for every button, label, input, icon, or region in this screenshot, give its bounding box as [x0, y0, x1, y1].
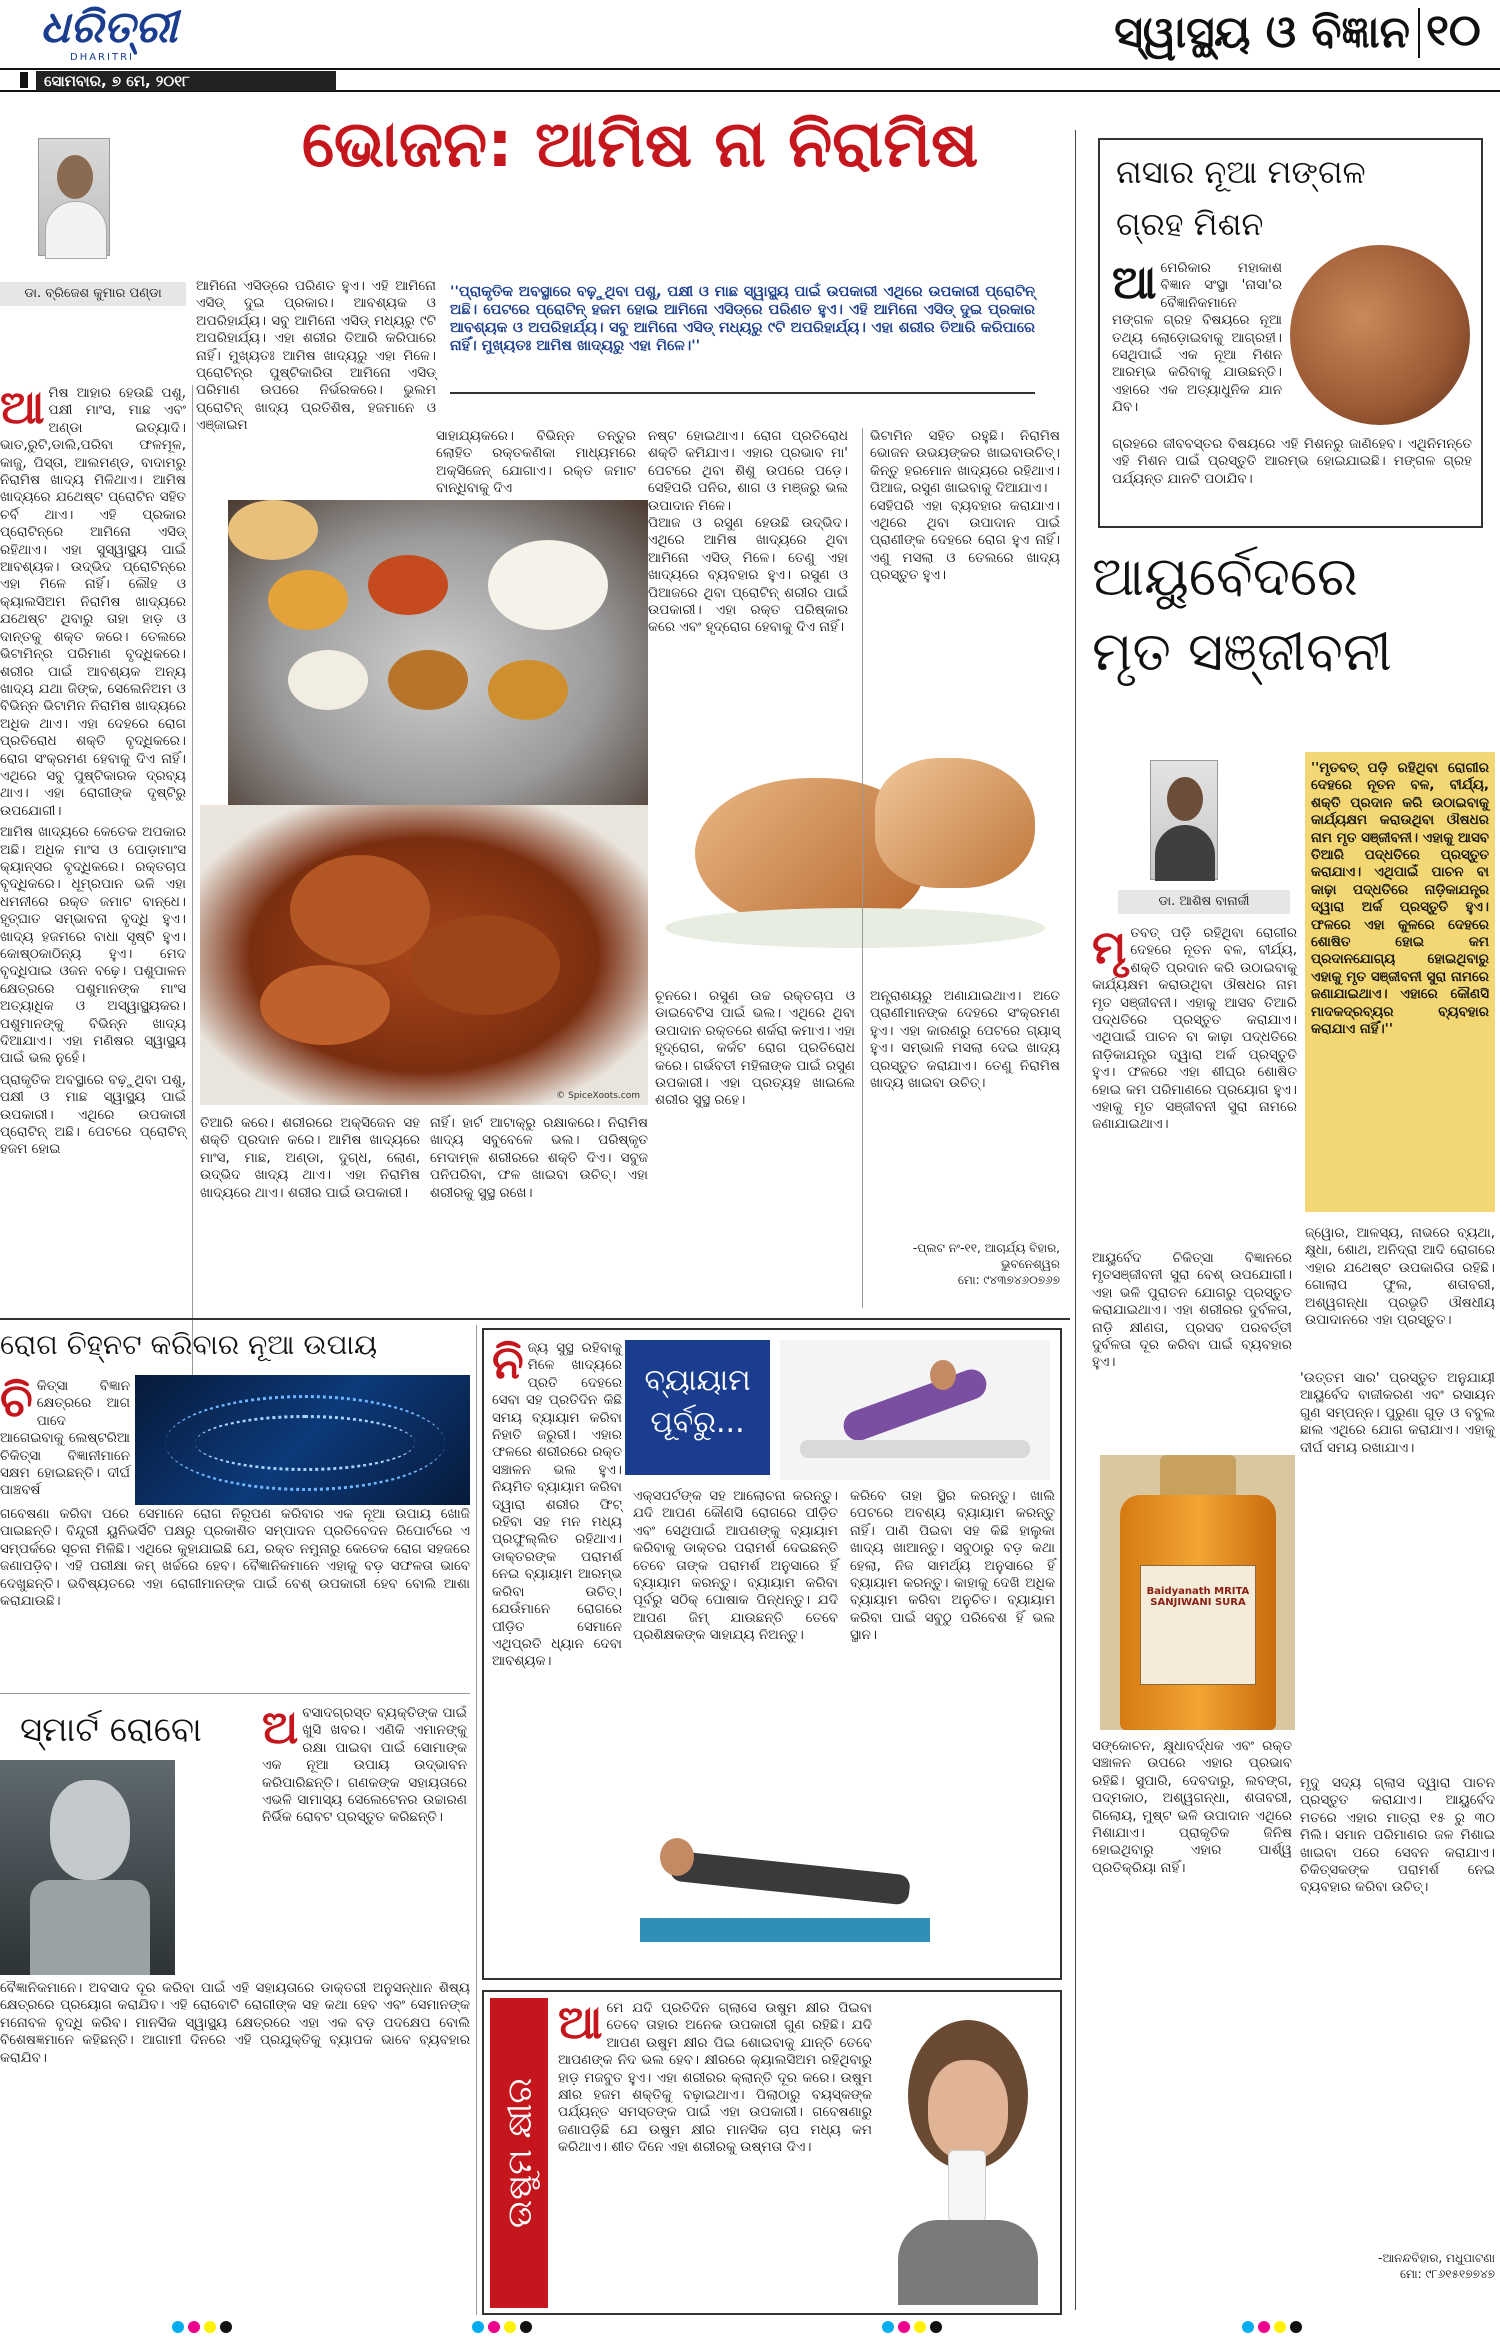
chicken-curry-photo — [200, 805, 648, 1105]
dna-photo — [135, 1375, 470, 1505]
ayurveda-body-1: ମୃତବତ୍ ପଡ଼ି ରହିଥିବା ରୋଗୀର ଦେହରେ ନୂତନ ବଳ, ବୀର୍ଯ୍ୟ, ଶକ୍ତି ପ୍ରଦାନ କରି ଉଠାଇବାକୁ କାର୍ଯ୍ୟକ୍ଷମ କରାଉଥିବା ଔଷଧର ନାମ ମୃତ ସଞ୍ଜୀବନୀ। ଏହାକୁ ଆସବ ତିଆରି ପଦ୍ଧତିରେ ପ୍ରସ୍ତୁତ କରାଯାଏ। ଏଥିପାଇଁ ପାଚନ ବା କାଢ଼ା ପଦ୍ଧତିରେ ନାଡ଼ିକାଯନ୍ତ୍ର ଦ୍ୱାରା ଅର୍କ ପ୍ରସ୍ତୁତି ହୁଏ। ଫଳରେ ଏହା ଶୀଘ୍ର ଶୋଷିତ ହୋଇ କମ ପରିମାଣରେ ପ୍ରୟୋଗ ହୁଏ। ଏହାକୁ ମୃତ ସଞ୍ଜୀବନୀ ସୁରା ନାମରେ ଜଣାଯାଇଥାଏ। — [1092, 920, 1297, 1133]
issue-date: ସୋମବାର, ୭ ମେ, ୨୦୧୮ — [36, 71, 336, 91]
ayurveda-body-4: 'ଉତ୍ତମ ସାର' ପ୍ରସ୍ତୁତ ଅନୁଯାୟୀ ଆୟୁର୍ବେଦ ବାଜୀକରଣ ଏବଂ ରସାୟନ ଗୁଣ ସମ୍ପନ୍ନ। ପୁରୁଣା ଗୁଡ଼ ଓ ବବୁଲ ଛାଲ ଏଥିରେ ଯୋଗ କରାଯାଏ। ଏହାକୁ ଦୀର୍ଘ ସମୟ ରଖାଯାଏ। — [1300, 1370, 1495, 1456]
main-column-d-top: ଭିଟାମିନ ସହିତ ରହୁଛି। ନିରାମିଷ ଭୋଜନ ଉଭୟଙ୍କର ଖାଇବାଉଚିତ୍। କିନ୍ତୁ ହରମୋନ ଖାଦ୍ୟରେ ରହିଥାଏ। ପିଆଜ, ରସୁଣ ଖାଇବାକୁ ଦିଆଯାଏ। ସେହିପରି ଏହା ବ୍ୟବହାର କରାଯାଏ। ଏଥିରେ ଥିବା ଉପାଦାନ ପାଇଁ ପ୍ରାଣୀଙ୍କ ଦେହରେ ରୋଗ ହୁଏ ନାହିଁ। ଏଣୁ ମସଲା ଓ ତେଲରେ ଖାଦ୍ୟ ପ୍ରସ୍ତୁତ ହୁଏ। — [870, 428, 1060, 584]
exercise-badge: ବ୍ୟାୟାମ ପୂର୍ବରୁ... — [625, 1340, 770, 1475]
bottle-label: Baidyanath MRITA SANJIWANI SURA — [1140, 1565, 1256, 1685]
stretching-woman-photo — [780, 1340, 1050, 1480]
disease-body-narrow: ଚିକିତ୍ସା ବିଜ୍ଞାନ କ୍ଷେତ୍ରରେ ଆଗ ପାଦେ ଆଗେଇବାକୁ ଲେଷ୍ଟରିଆ ଚିକିତ୍ସା ବିଜ୍ଞାନୀମାନେ ସକ୍ଷମ ହୋଇଛନ୍ତି। ଦୀର୍ଘ ପାଞ୍ଚବର୍ଷ — [0, 1373, 130, 1499]
thali-photo — [228, 500, 648, 805]
robot-body-narrow: ଅବସାଦଗ୍ରସ୍ତ ବ୍ୟକ୍ତିଙ୍କ ପାଇଁ ଖୁସି ଖବର। ଏଣିକି ଏମାନଙ୍କୁ ରକ୍ଷା ପାଇବା ପାଇଁ ସୋମାଙ୍କ ଏକ ନୂଆ ଉପାୟ ଉଦ୍ଭାବନ କରିପାରିଛନ୍ତି। ଗଣକଙ୍କ ସହାୟତାରେ ଏଭଳି ସାମାସ୍ୟ ସେଲେଟେନର ଉଚ୍ଚାରଣ ନିର୍ଭିକ ରୋବଟ ପ୍ରସ୍ତୁତ କରିଛନ୍ତି। — [262, 1700, 467, 1826]
disease-headline: ରୋଗ ଚିହ୍ନଟ କରିବାର ନୂଆ ଉପାୟ — [0, 1328, 378, 1361]
fish-steak-photo — [655, 738, 1055, 978]
ayurveda-signoff: -ଆନନ୍ଦବିହାର, ମଧୁପାଟଣା ମୋ: ୯୮୬୧୫୧୭୭୪୭ — [1378, 2251, 1495, 2281]
main-tail-c: ନାହିଁ। ହାର୍ଟ ଆଟାକ୍ରୁ ରକ୍ଷାକରେ। ନିରାମିଷ ଖାଦ୍ୟ ସବୁବେଳେ ଭଲ। ପରିଷ୍କୃତ ମେଦାମ୍ଳ ଶରୀରରେ ଶକ୍ତି ଦିଏ। ସବୁଜ ପନିପରିବା, ଫଳ ଖାଇବା ଉଚିତ୍। ଏହା ଶରୀରକୁ ସୁସ୍ଥ ରଖେ। — [430, 1115, 648, 1201]
ayurveda-body-3: ଜ୍ୱୋର, ଆଳସ୍ୟ, ନାଭରେ ବ୍ୟଥା, କ୍ଷୁଧା, ଶୋଥ, ଅନିଦ୍ରା ଆଦି ରୋଗରେ ଏହାର ଯଥେଷ୍ଟ ଉପକାରିତା ରହିଛି। ଗୋଲାପ ଫୁଲ, ଶତାବରୀ, ଅଶ୍ୱଗନ୍ଧା ପ୍ରଭୃତି ଔଷଧୀୟ ଉପାଦାନରେ ଏହା ପ୍ରସ୍ତୁତ। — [1305, 1225, 1495, 1329]
exercise-col-2: ଏକ୍ସପର୍ଟଙ୍କ ସହ ଆଲୋଚନା କରନ୍ତୁ। ଯଦି ଆପଣ କୌଣସି ରୋଗରେ ପୀଡ଼ିତ ଏବଂ ସେଥିପାଇଁ ଆପଣଙ୍କୁ ବ୍ୟାୟାମ କରିବାକୁ ଡାକ୍ତର ପରାମର୍ଶ ଦେଇଛନ୍ତି ତେବେ ତାଙ୍କ ପରାମର୍ଶ ଅନୁସାରେ ହିଁ ବ୍ୟାୟାମ କରନ୍ତୁ। ବ୍ୟାୟାମ କରିବା ପୂର୍ବରୁ ସଠିକ୍ ପୋଷାକ ପିନ୍ଧନ୍ତୁ। ଯଦି ଆପଣ ଜିମ୍ ଯାଉଛନ୍ତି ତେବେ ପ୍ରଶିକ୍ଷକଙ୍କ ସାହାଯ୍ୟ ନିଅନ୍ତୁ। — [633, 1488, 838, 1644]
ayurveda-author-byline: ଡା. ଆଶିଷ ବାନାର୍ଜୀ — [1118, 890, 1290, 914]
main-tail-b: ତିଆରି କରେ। ଶରୀରରେ ଅକ୍ସିଜେନ ସହ ଶକ୍ତି ପ୍ରଦାନ କରେ। ଆମିଷ ଖାଦ୍ୟରେ ମାଂସ, ମାଛ, ଅଣ୍ଡା, ଦୁଗ୍ଧ, ଲୋଣ, ଉଦ୍ଭିଦ ଖାଦ୍ୟ ଥାଏ। ଏହା ନିରାମିଷ ଖାଦ୍ୟରେ ଥାଏ। ଶରୀର ପାଇଁ ଉପକାରୀ। — [200, 1115, 420, 1201]
robot-headline: ସ୍ମାର୍ଟ ରୋବୋ — [20, 1710, 202, 1750]
ayurveda-body-5: ସଙ୍କୋଚନ, କ୍ଷୁଧାବର୍ଦ୍ଧକ ଏବଂ ରକ୍ତ ସଞ୍ଚାଳନ ଉପରେ ଏହାର ପ୍ରଭାବ ରହିଛି। ସୁପାରି, ଦେବଦାରୁ, ଲବଙ୍ଗ, ପଦ୍ମକାଠ, ଅଶ୍ୱଗନ୍ଧା, ଶତାବରୀ, ଗିଲୋୟ, ମୁଷ୍ଟ ଭଳି ଉପାଦାନ ଏଥିରେ ମିଶାଯାଏ। ପ୍ରାକୃତିକ ଜିନିଷ ହୋଇଥିବାରୁ ଏହାର ପାର୍ଶ୍ୱ ପ୍ରତିକ୍ରିୟା ନାହିଁ। — [1092, 1738, 1292, 1876]
main-column-b-top: ସାହାଯ୍ୟକରେ। ବିଭିନ୍ନ ତନ୍ତୁର ଲୋହିତ ରକ୍ତକଣିକା ମାଧ୍ୟମରେ ଅକ୍ସିଜେନ୍ ଯୋଗାଏ। ରକ୍ତ ଜମାଟ ବାନ୍ଧିବାକୁ ଦିଏ — [436, 428, 636, 497]
main-headline: ଭୋଜନ: ଆମିଷ ନା ନିରାମିଷ — [301, 108, 979, 182]
nasa-headline-line2: ଗ୍ରହ ମିଶନ — [1116, 205, 1264, 243]
main-column-c-low: ଚୂନରେ। ରସୁଣ ଉଚ୍ଚ ରକ୍ତଚାପ ଓ ଡାଇବେଟିସ ପାଇଁ ଭଲ। ଏଥିରେ ଥିବା ଉପାଦାନ ରକ୍ତରେ ଶର୍କରା କମାଏ। ଏହା ହୃଦ୍‌ରୋଗ, କର୍କଟ ରୋଗ ପ୍ରତିରୋଧ କରେ। ଗର୍ଭବତୀ ମହିଳାଙ୍କ ପାଇଁ ରସୁଣ ଉପକାରୀ। ଏହା ପ୍ରତ୍ୟହ ଖାଇଲେ ଶରୀର ସୁସ୍ଥ ରହେ। — [655, 988, 855, 1109]
page-number: ୧୦ — [1426, 5, 1481, 56]
main-column-d-low: ଅନ୍ତ୍ରାଶୟରୁ ଅଣାଯାଇଥାଏ। ଅତେ ପ୍ରାଣୀମାନଙ୍କ ଦେହରେ ସଂକ୍ରମଣ ହୁଏ। ଏହା କାରଣରୁ ପେଟରେ ଗ୍ୟାସ୍ ହୁଏ। ସମ୍ଭାଳି ମସଲା ଦେଇ ଖାଦ୍ୟ ପ୍ରସ୍ତୁତ କରାଯାଏ। ତେଣୁ ନିରାମିଷ ଖାଦ୍ୟ ଖାଇବା ଉଚିତ୍। — [870, 988, 1060, 1092]
ayurveda-quote-box: ''ମୃତବତ୍ ପଡ଼ି ରହିଥିବା ରୋଗୀର ଦେହରେ ନୂତନ ବଳ, ବୀର୍ଯ୍ୟ, ଶକ୍ତି ପ୍ରଦାନ କରି ଉଠାଇବାକୁ କାର୍ଯ୍ୟକ୍ଷମ କରାଉଥିବା ଔଷଧର ନାମ ମୃତ ସଞ୍ଜୀବନୀ। ଏହାକୁ ଆସବ ତିଆରି ପଦ୍ଧତିରେ ପ୍ରସ୍ତୁତ କରାଯାଏ। ଏଥିପାଇଁ ପାଚନ ବା କାଢ଼ା ପଦ୍ଧତିରେ ନାଡ଼ିକାଯନ୍ତ୍ର ଦ୍ୱାରା ଅର୍କ ପ୍ରସ୍ତୁତି ହୁଏ। ଫଳରେ ଏହା କୁଳରେ ଦେହରେ ଶୋଷିତ ହୋଇ କମ ପ୍ରଦାନଯୋଗ୍ୟ ହୋଇଥିବାରୁ ଏହାକୁ ମୃତ ସଞ୍ଜୀବନୀ ସୁରା ନାମରେ ଜଣାଯାଇଥାଏ। ଏହାରେ କୌଣସି ମାଦକଦ୍ରବ୍ୟର ବ୍ୟବହାର କରାଯାଏ ନାହିଁ।'' — [1305, 752, 1495, 1212]
logo — [40, 4, 180, 64]
logo-text: ଧରିତ୍ରୀ — [40, 2, 178, 53]
ayurveda-headline-line1: ଆୟୁର୍ବେଦରେ — [1092, 545, 1358, 608]
footer-registration-marks — [0, 2318, 1500, 2334]
plank-woman-photo — [630, 1768, 940, 1968]
disease-body-wide: ଗବେଷଣା କରିବା ପରେ ସେମାନେ ରୋଗ ନିରୂପଣ କରିବାର ଏକ ନୂଆ ଉପାୟ ଖୋଜି ପାଇଛନ୍ତି। ବିନ୍ଦୁରୀ ୟୁନିଭର୍ସିଟି ପକ୍ଷରୁ ପ୍ରକାଶିତ ସମ୍ପାଦନ ପ୍ରତିବେଦନ ରିପୋର୍ଟରେ ଏ ସମ୍ପର୍କରେ ସୂଚନା ମିଳିଛି। ଏଥିରେ କୁହାଯାଇଛି ଯେ, ରକ୍ତ ନମୁନାରୁ କେତେକ ରୋଗ ସହଜରେ ଜଣାପଡ଼ିବ। ଏହି ପରୀକ୍ଷା କମ୍ ଖର୍ଚ୍ଚରେ ହେବ। ବୈଜ୍ଞାନିକମାନେ ଏହାକୁ ବଡ଼ ସଫଳତା ଭାବେ ଦେଖୁଛନ୍ତି। ଭବିଷ୍ୟତରେ ଏହା ରୋଗୀମାନଙ୍କ ପାଇଁ ବେଶ୍ ଉପକାରୀ ହେବ ବୋଲି ଆଶା କରାଯାଉଛି। — [0, 1506, 470, 1610]
robot-body-wide: ବୈଜ୍ଞାନିକମାନେ। ଅବସାଦ ଦୂର କରିବା ପାଇଁ ଏହି ସହାୟତାରେ ଡାକ୍ତରୀ ଅନୁସନ୍ଧାନ ଶିଷ୍ୟ କ୍ଷେତ୍ରରେ ପ୍ରୟୋଗ କରାଯିବ। ଏହି ରୋବୋଟି ରୋଗୀଙ୍କ ସହ କଥା ହେବ ଏବଂ ସେମାନଙ୍କ ମନୋବଳ ବୃଦ୍ଧି କରିବ। ମାନସିକ ସ୍ୱାସ୍ଥ୍ୟ କ୍ଷେତ୍ରରେ ଏହା ଏକ ବଡ଼ ପଦକ୍ଷେପ ବୋଲି ବିଶେଷଜ୍ଞମାନେ କହିଛନ୍ତି। ଆଗାମୀ ଦିନରେ ଏହି ପ୍ରଯୁକ୍ତିକୁ ବ୍ୟାପକ ଭାବେ ବ୍ୟବହାର କରାଯିବ। — [0, 1980, 470, 2066]
woman-drinking-milk-photo — [878, 2000, 1058, 2305]
exercise-col-3: କରିବେ ତାହା ସ୍ଥିର କରନ୍ତୁ। ଖାଲି ପେଟରେ ଅବଶ୍ୟ ବ୍ୟାୟାମ କରନ୍ତୁ ନାହିଁ। ପାଣି ପିଇବା ସହ କିଛି ହାଲୁକା ଖାଦ୍ୟ ଖାଆନ୍ତୁ। ସବୁଠାରୁ ବଡ଼ କଥା ହେଲା, ନିଜ ସାମର୍ଥ୍ୟ ଅନୁସାରେ ହିଁ ବ୍ୟାୟାମ କରନ୍ତୁ। କାହାକୁ ଦେଖି ଅଧିକ ବ୍ୟାୟାମ କରିବା ଅନୁଚିତ। ବ୍ୟାୟାମ କରିବା ପାଇଁ ସବୁଠୁ ପରିବେଶ ହିଁ ଭଲ ସ୍ଥାନ। — [850, 1488, 1055, 1644]
nasa-body-2: ଗ୍ରହରେ ଜୀବବସ୍ତର ବିଷୟରେ ଏହି ମିଶନରୁ ଜାଣିହେବ। ଏଥିନିମନ୍ତେ ଏହି ମିଶନ ପାଇଁ ପ୍ରସ୍ତୁତି ଆରମ୍ଭ ହୋଇଯାଇଛି। ମଙ୍ଗଳ ଗ୍ରହ ପର୍ଯ୍ୟନ୍ତ ଯାନଟି ପଠାଯିବ। — [1112, 436, 1472, 487]
exercise-col-1: ନିଜ୍ୟ ସୁସ୍ଥ ରହିବାକୁ ମିଳେ ଖାଦ୍ୟରେ ପ୍ରତି ଦେହରେ ସେବା ସହ ପ୍ରତିଦିନ କିଛି ସମୟ ବ୍ୟାୟାମ କରିବା ନିହାତି ଜରୁରୀ। ଏହାର ଫଳରେ ଶରୀରରେ ରକ୍ତ ସଞ୍ଚାଳନ ଭଲ ହୁଏ। ନିୟମିତ ବ୍ୟାୟାମ କରିବା ଦ୍ୱାରା ଶରୀର ଫିଟ୍ ରହିବା ସହ ମନ ମଧ୍ୟ ପ୍ରଫୁଲ୍ଲିତ ରହିଥାଏ। ଡାକ୍ତରଙ୍କ ପରାମର୍ଶ ନେଇ ବ୍ୟାୟାମ ଆରମ୍ଭ କରିବା ଉଚିତ୍। ଯେଉଁମାନେ ରୋଗରେ ପୀଡ଼ିତ ସେମାନେ ଏଥିପ୍ରତି ଧ୍ୟାନ ଦେବା ଆବଶ୍ୟକ। — [492, 1335, 622, 1670]
main-author-byline: ଡା. ବ୍ରିଜେଶ କୁମାର ପଣ୍ଡା — [0, 282, 186, 306]
sanjiwani-bottle-photo — [1100, 1455, 1295, 1730]
robot-photo — [0, 1760, 175, 1975]
nasa-story-box — [1098, 138, 1483, 528]
logo-sub: DHARITRI — [70, 52, 134, 63]
masthead — [0, 0, 1500, 95]
section-title: ସ୍ୱାସ୍ଥ୍ୟ ଓ ବିଜ୍ଞାନ — [1114, 7, 1410, 58]
main-column-c-top: ନଷ୍ଟ ହୋଇଥାଏ। ରୋଗ ପ୍ରତିରୋଧ ଶକ୍ତି କମିଯାଏ। ଏହାର ପ୍ରଭାବ ମା' ପେଟରେ ଥିବା ଶିଶୁ ଉପରେ ପଡ଼େ। ସେହିପରି ପନିର, ଶାଗ ଓ ମଞ୍ଜରୁ ଭଲ ଉପାଦାନ ମିଳେ। ପିଆଜ ଓ ରସୁଣ ହେଉଛି ଉଦ୍ଭିଦ। ଏଥିରେ ଆମିଷ ଖାଦ୍ୟରେ ଥିବା ଆମିନୋ ଏସିଡ୍ ମିଳେ। ତେଣୁ ଏହା ଖାଦ୍ୟରେ ବ୍ୟବହାର ହୁଏ। ରସୁଣ ଓ ପିଆଜରେ ଥିବା ପ୍ରୋଟିନ୍ ଶରୀର ପାଇଁ ଉପକାରୀ। ଏହା ରକ୍ତ ପରିଷ୍କାର କରେ ଏବଂ ହୃଦ୍‌ରୋଗ ହେବାକୁ ଦିଏ ନାହିଁ। — [648, 428, 848, 636]
ayurveda-body-6: ମୃଦୁ ସଦ୍ୟ ଗ୍ଲାସ ଦ୍ୱାରା ପାଚନ ପ୍ରସ୍ତୁତ କରାଯାଏ। ଆୟୁର୍ବେଦ ମତରେ ଏହାର ମାତ୍ରା ୧୫ ରୁ ୩୦ ମିଲି। ସମାନ ପରିମାଣର ଜଳ ମିଶାଇ ଖାଇବା ପରେ ସେବନ କରାଯାଏ। ଚିକିତ୍ସକଙ୍କ ପରାମର୍ଶ ନେଇ ବ୍ୟବହାର କରିବା ଉଚିତ୍। — [1300, 1775, 1495, 1896]
main-pull-quote: ''ପ୍ରାକୃତିକ ଅବସ୍ଥାରେ ବଢ଼ୁଥିବା ପଶୁ, ପକ୍ଷୀ ଓ ମାଛ ସ୍ୱାସ୍ଥ୍ୟ ପାଇଁ ଉପକାରୀ ଏଥିରେ ଉପକାରୀ ପ୍ରୋଟିନ୍ ଅଛି। ପେଟରେ ପ୍ରୋଟିନ୍ ହଜମ ହୋଇ ଆମିନୋ ଏସିଡ୍‌ରେ ପରିଣତ ହୁଏ। ଏହି ଆମିନୋ ଏସିଡ୍ ଦୁଇ ପ୍ରକାର ଆବଶ୍ୟକ ଓ ଅପରିହାର୍ଯ୍ୟ। ସବୁ ଆମିନୋ ଏସିଡ୍ ମଧ୍ୟରୁ ୯ଟି ଅପରିହାର୍ଯ୍ୟ। ଏହା ଶରୀର ତିଆରି କରିପାରେ ନାହିଁ। ମୁଖ୍ୟତଃ ଆମିଷ ଖାଦ୍ୟରୁ ଏହା ମିଳେ।'' — [450, 284, 1035, 354]
date-bar — [0, 68, 1500, 92]
main-signoff: -ପ୍ଲଟ ନଂ-୧୧, ଆଚାର୍ଯ୍ୟ ବିହାର, ଭୁବନେଶ୍ୱର ମୋ: ୯୪୩୭୪୬୦୭୬୭ — [912, 1241, 1060, 1287]
milk-body: ଆମେ ଯଦି ପ୍ରତିଦିନ ଗ୍ଲାସେ ଉଷୁମ କ୍ଷୀର ପିଇବା ତେବେ ତାହାର ଅନେକ ଉପକାରୀ ଗୁଣ ରହିଛି। ଯଦି ଆପଣ ଉଷୁମ କ୍ଷୀର ପିଇ ଶୋଇବାକୁ ଯାନ୍ତି ତେବେ ଆପଣଙ୍କ ନିଦ ଭଲ ହେବ। କ୍ଷୀରରେ କ୍ୟାଲସିଅମ ରହିଥିବାରୁ ହାଡ଼ ମଜବୁତ ହୁଏ। ଏହା ଶରୀରର କ୍ଲାନ୍ତି ଦୂର କରେ। ଉଷୁମ କ୍ଷୀର ହଜମ ଶକ୍ତିକୁ ବଢ଼ାଇଥାଏ। ପିଲାଠାରୁ ବୟସ୍କଙ୍କ ପର୍ଯ୍ୟନ୍ତ ସମସ୍ତଙ୍କ ପାଇଁ ଏହା ଉପକାରୀ। ଗବେଷଣାରୁ ଜଣାପଡ଼ିଛି ଯେ ଉଷୁମ କ୍ଷୀର ମାନସିକ ଚାପ ମଧ୍ୟ କମ କରିଥାଏ। ଶୀତ ଦିନେ ଏହା ଶରୀରକୁ ଉଷ୍ମତା ଦିଏ। — [558, 1995, 872, 2156]
nasa-body: ଆମେରିକାର ମହାକାଶ ବିଜ୍ଞାନ ସଂସ୍ଥା 'ନାସା'ର ବୈଜ୍ଞାନିକମାନେ ମଙ୍ଗଳ ଗ୍ରହ ବିଷୟରେ ନୂଆ ତଥ୍ୟ ଲୋଡ଼ୋଇବାକୁ ଆଗ୍ରହୀ। ସେଥିପାଇଁ ଏକ ନୂଆ ମିଶନ ଆରମ୍ଭ କରିବାକୁ ଯାଉଛନ୍ତି। ଏହାରେ ଏକ ଅତ୍ୟାଧୁନିକ ଯାନ ଯିବ। — [1112, 255, 1282, 416]
nasa-headline-line1: ନାସାର ନୂଆ ମଙ୍ଗଳ — [1116, 153, 1366, 191]
milk-vertical-title: ଉଷୁମ କ୍ଷୀର — [490, 1998, 548, 2308]
ayurveda-headline-line2: ମୃତ ସଞ୍ଜୀବନୀ — [1092, 620, 1392, 683]
ayurveda-body-2: ଆୟୁର୍ବେଦ ଚିକିତ୍ସା ବିଜ୍ଞାନରେ ମୃତସଞ୍ଜୀବନୀ ସୁରା ବେଶ୍ ଉପଯୋଗୀ। ଏହା ଭଳି ପୁରାତନ ଯୋଗରୁ ପ୍ରସ୍ତୁତ କରାଯାଇଥାଏ। ଏହା ଶରୀରର ଦୁର୍ବଳତା, ନାଡ଼ି କ୍ଷୀଣତା, ପ୍ରସବ ପରବର୍ତ୍ତୀ ଦୁର୍ବଳତା ଦୂର କରିବା ପାଇଁ ବ୍ୟବହାର ହୁଏ। — [1092, 1250, 1292, 1371]
mars-photo — [1290, 245, 1470, 425]
main-intro-column: ଆମିନୋ ଏସିଡ୍‌ରେ ପରିଣତ ହୁଏ। ଏହି ଆମିନୋ ଏସିଡ୍ ଦୁଇ ପ୍ରକାର। ଆବଶ୍ୟକ ଓ ଅପରିହାର୍ଯ୍ୟ। ସବୁ ଆମିନୋ ଏସିଡ୍ ମଧ୍ୟରୁ ୯ଟି ଅପରିହାର୍ଯ୍ୟ। ଏହା ଶରୀର ତିଆରି କରିପାରେ ନାହିଁ। ମୁଖ୍ୟତଃ ଆମିଷ ଖାଦ୍ୟରୁ ଏହା ମିଳେ। ପ୍ରୋଟିନ୍ର ପୁଷ୍ଟିକାରିତା ଆମିନୋ ଏସିଡ୍ ପରିମାଣ ଉପରେ ନିର୍ଭରକରେ। ଭୁଲମ ପ୍ରୋଟିନ୍ ଖାଦ୍ୟ ପ୍ରତିଶିଷ, ହଜମାନେ ଓ ଏଞ୍ଜାଇମ — [196, 278, 436, 434]
author-photo — [38, 138, 110, 256]
photo-credit: © SpiceXoots.com — [556, 1091, 640, 1101]
main-column-a: ଆ ମିଷ ଆହାର ହେଉଛି ପଶୁ, ପକ୍ଷୀ ମାଂସ, ମାଛ ଏବଂ ଅଣ୍ଡା ଇତ୍ୟାଦି। ଭାତ,ରୁଟି,ଡାଲି,ପରିବା ଫଳମୂଳ, କାଜୁ, ପିସ୍ତା, ଆଲମଣ୍ଡ, ବାଦାମରୁ ନିରାମିଷ ଖାଦ୍ୟ ମିଳିଥାଏ। ଆମିଷ ଖାଦ୍ୟରେ ଯଥେଷ୍ଟ ପ୍ରୋଟିନ ସହିତ ଚର୍ବି ଥାଏ। ଏହି ପ୍ରକାର ପ୍ରୋଟିନ୍‌ରେ ଆମିନୋ ଏସିଡ୍ ରହିଥାଏ। ଏହା ସୁସ୍ୱାସ୍ଥ୍ୟ ପାଇଁ ଆବଶ୍ୟକ। ଉଦ୍ଭିଦ ପ୍ରୋଟିନ୍‌ରେ ଏହା ମିଳେ ନାହିଁ। ଲୌହ ଓ କ୍ୟାଲସିଅମ ନିରାମିଷ ଖାଦ୍ୟରେ ଯଥେଷ୍ଟ ଥିବାରୁ ତାହା ହାଡ଼ ଓ ଦାନ୍ତକୁ ଶକ୍ତ କରେ। ତେଲରେ ଭିଟାମିନ୍‌ର ପରିମାଣ ବୃଦ୍ଧିକରେ। ଶରୀର ପାଇଁ ଆବଶ୍ୟକ ଅନ୍ୟ ଖାଦ୍ୟ ଯଥା ଜିଙ୍କ, ସେଲେନିଅମ ଓ ବିଭିନ୍ନ ଭିଟାମିନ ନିରାମିଷ ଖାଦ୍ୟରେ ଅଧିକ ଥାଏ। ଏହା ଦେହରେ ରୋଗ ପ୍ରତିରୋଧ ଶକ୍ତି ବୃଦ୍ଧିକରେ। ରୋଗ ସଂକ୍ରମଣ ହେବାକୁ ଦିଏ ନାହିଁ। ଏଥିରେ ସବୁ ପୁଷ୍ଟିକାରକ ଦ୍ରବ୍ୟ ଥାଏ। ଏହା ରୋଗୀଙ୍କ ଦୃଷ୍ଟିରୁ ଉପଯୋଗୀ। ଆମିଷ ଖାଦ୍ୟରେ କେତେକ ଅପକାର ଅଛି। ଅଧିକ ମାଂସ ଓ ପୋଡ଼ାମାଂସ କ୍ୟାନ୍ସର ବୃଦ୍ଧିକରେ। ରକ୍ତଚାପ ବୃଦ୍ଧିକରେ। ଧୂମ୍ରପାନ ଭଳି ଏହା ଧମନୀରେ ରକ୍ତ ଜମାଟ ବାନ୍ଧେ। ହୃତ୍‌ଘାତ ସମ୍ଭାବନା ବୃଦ୍ଧି ହୁଏ। ଖାଦ୍ୟ ହଜମରେ ବାଧା ସୃଷ୍ଟି ହୁଏ। କୋଷ୍ଠକାଠିନ୍ୟ ହୁଏ। ମେଦ ବୃଦ୍ଧିପାଇ ଓଜନ ବଢ଼େ। ପଶୁପାଳନ କ୍ଷେତ୍ରରେ ପଶୁମାନଙ୍କ ମାଂସ ଅତ୍ୟାଧିକ ଓ ଅସ୍ୱାସ୍ଥ୍ୟକର। ପଶୁମାନଙ୍କୁ ବିଭିନ୍ନ ଖାଦ୍ୟ ଦିଆଯାଏ। ଏହା ମଣିଷର ସ୍ୱାସ୍ଥ୍ୟ ପାଇଁ ଭଲ ନୁହେଁ। ପ୍ରାକୃତିକ ଅବସ୍ଥାରେ ବଢ଼ୁଥିବା ପଶୁ, ପକ୍ଷୀ ଓ ମାଛ ସ୍ୱାସ୍ଥ୍ୟ ପାଇଁ ଉପକାରୀ। ଏଥିରେ ଉପକାରୀ ପ୍ରୋଟିନ୍ ଅଛି। ପେଟରେ ପ୍ରୋଟିନ୍ ହଜମ ହୋଇ — [0, 380, 186, 1158]
ayurveda-author-photo — [1150, 760, 1218, 880]
